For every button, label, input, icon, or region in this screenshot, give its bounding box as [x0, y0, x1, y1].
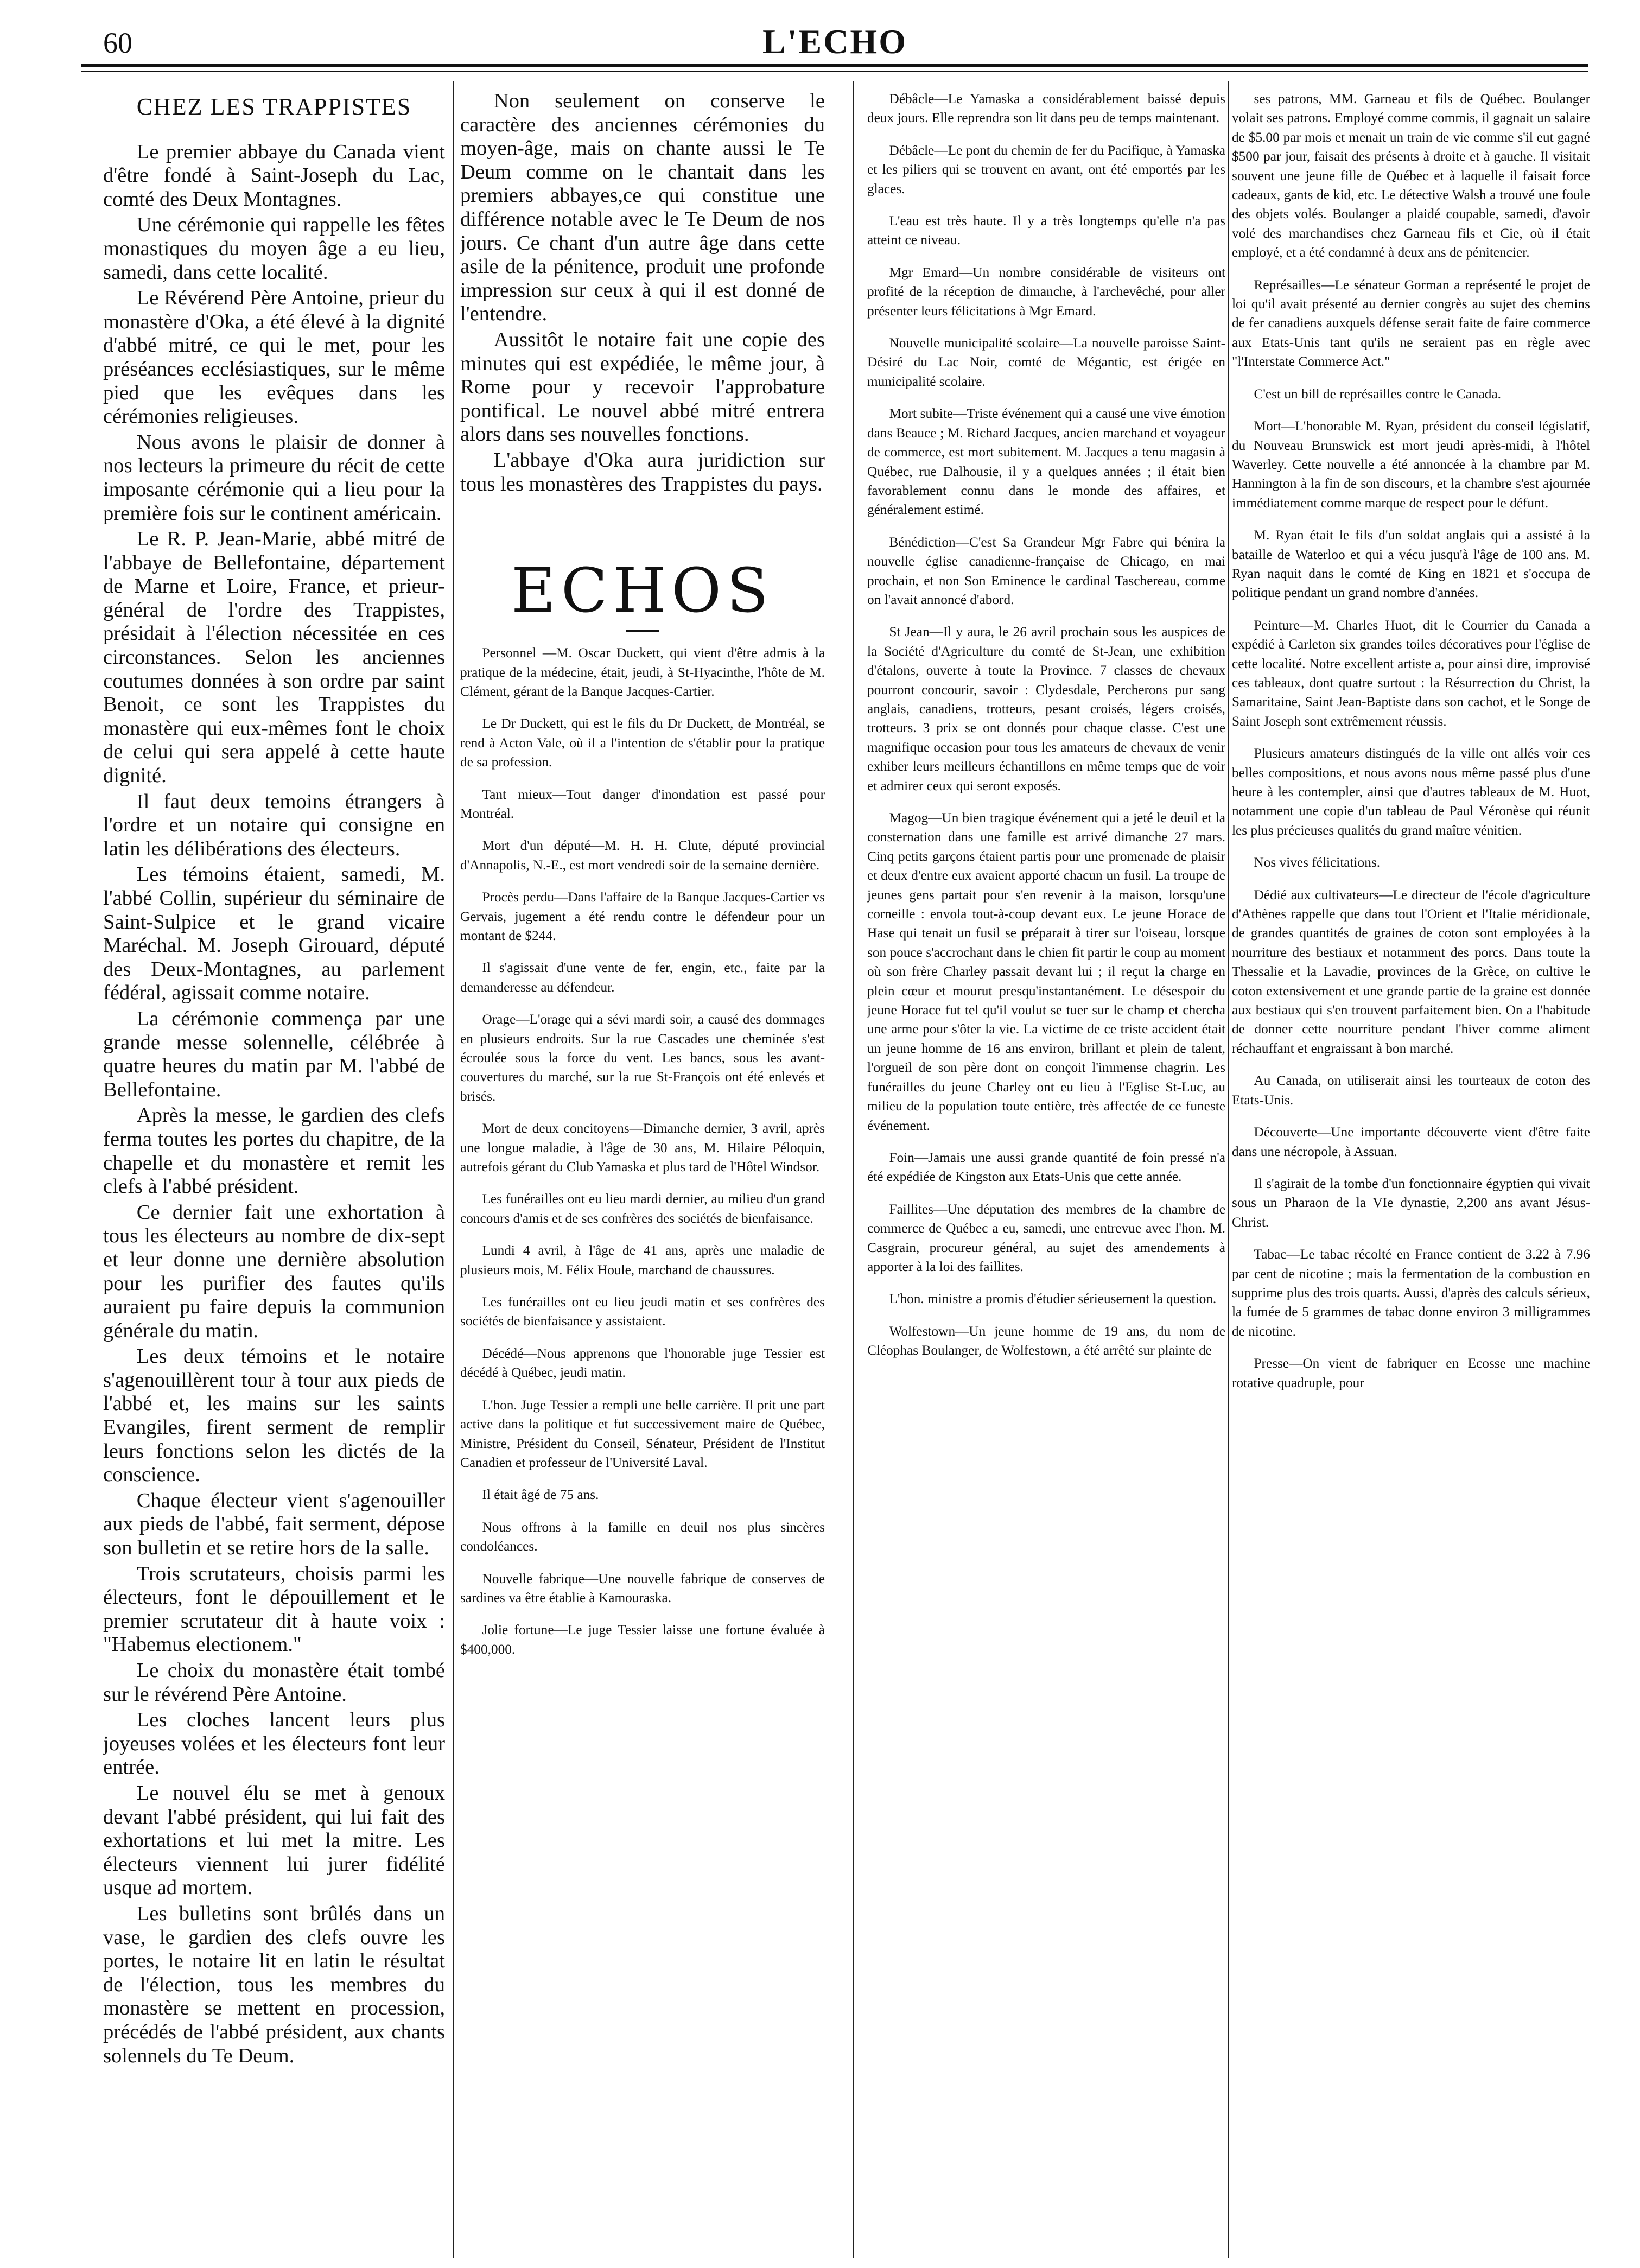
paragraph: Trois scrutateurs, choisis parmi les électeurs, font le dépouillement et le premier scrutateur dit à haute voix : "Habemus electionem.": [103, 1562, 445, 1656]
paragraph: Le premier abbaye du Canada vient d'être fondé à Saint-Joseph du Lac, comté des Deux Montagnes.: [103, 140, 445, 211]
news-item: Mort de deux concitoyens—Dimanche dernier, 3 avril, après une longue maladie, à l'âge de 30 ans, M. Hilaire Péloquin, autrefois gérant du Club Yamaska et plus tard de l'Hôtel Windsor.: [460, 1121, 825, 1175]
news-item: Presse—On vient de fabriquer en Ecosse une machine rotative quadruple, pour: [1232, 1356, 1590, 1390]
news-item: Tant mieux—Tout danger d'inondation est passé pour Montréal.: [460, 786, 825, 821]
news-item: Il s'agirait de la tombe d'un fonctionnaire égyptien qui vivait sous un Pharaon de la VIe dynastie, 2,200 ans avant Jésus-Christ.: [1232, 1176, 1590, 1230]
news-item: Peinture—M. Charles Huot, dit le Courrier du Canada a expédié à Carleton six grandes toiles décoratives pour l'église de cette localité. Notre excellent artiste a, pour ainsi dire, improvisé ces tableaux, dont quatre surtout : la Résurrection du Christ, la Samaritaine, Saint Jean-Baptiste dans son cachot, et le Songe de Saint Joseph sont extrêmement réussis.: [1232, 617, 1590, 729]
paragraph: La cérémonie commença par une grande messe solennelle, célébrée à quatre heures du matin par M. l'abbé de Bellefontaine.: [103, 1007, 445, 1101]
news-item: Mort subite—Triste événement qui a causé une vive émotion dans Beauce ; M. Richard Jacques, ancien marchand et voyageur de commerce, est mort subitement. M. Jacques a tenu magasin à Québec, rue Dalhousie, il y a quelques années ; il était bien favorablement connu dans le monde des affaires, et généralement estimé.: [867, 406, 1225, 518]
news-item: Bénédiction—C'est Sa Grandeur Mgr Fabre qui bénira la nouvelle église canadienne-française de Chicago, en mai prochain, et non Son Eminence le cardinal Taschereau, comme on l'avait annoncé d'abord.: [867, 534, 1225, 607]
news-item: Plusieurs amateurs distingués de la ville ont allés voir ces belles compositions, et nous avons nous même passé plus d'une heure à les contempler, ainsi que d'autres tableaux de M. Huot, notamment une copie d'un tableau de Paul Véronèse qui réunit les plus précieuses qualités du grand maître vénitien.: [1232, 746, 1590, 838]
echos-column-2: [460, 644, 825, 1659]
news-item: Il était âgé de 75 ans.: [482, 1487, 599, 1503]
paragraph: Le nouvel élu se met à genoux devant l'abbé président, qui lui fait des exhortations et lui met la mitre. Les électeurs viennent lui jurer fidélité usque ad mortem.: [103, 1781, 445, 1899]
header-rule-thin: [81, 71, 1588, 72]
paragraph: Non seulement on conserve le caractère des anciennes cérémonies du moyen-âge, mais on chante aussi le Te Deum comme on le chantait dans les premiers abbayes,ce qui constitue une différence notable avec le Te Deum de nos jours. Ce chant d'un autre âge dans cette asile de la pénitence, produit une profonde impression sur ceux à qui il est donné de l'entendre.: [460, 90, 825, 326]
news-item: Tabac—Le tabac récolté en France contient de 3.22 à 7.96 par cent de nicotine ; mais la fermentation de la combustion en supprime plus des trois quarts. Aussi, d'après des calculs sérieux, la fumée de 5 grammes de tabac donne environ 3 milligrammes de nicotine.: [1232, 1247, 1590, 1339]
newspaper-title: L'ECHO: [762, 22, 907, 61]
news-item: Débâcle—Le pont du chemin de fer du Pacifique, à Yamaska et les piliers qui se trouvent en avant, ont été emportés par les glaces.: [867, 142, 1225, 196]
news-item: Nouvelle municipalité scolaire—La nouvelle paroisse Saint-Désiré du Lac Noir, comté de Mégantic, est érigée en municipalité scolaire.: [867, 335, 1225, 389]
paragraph: Nous avons le plaisir de donner à nos lecteurs la primeure du récit de cette imposante cérémonie qui a lieu pour la première fois sur le continent américain.: [103, 430, 445, 525]
news-item: C'est un bill de représailles contre le Canada.: [1254, 386, 1501, 402]
column-2: [460, 90, 825, 2252]
news-item: Nous offrons à la famille en deuil nos plus sincères condoléances.: [460, 1519, 825, 1554]
news-item: L'hon. ministre a promis d'étudier sérieusement la question.: [889, 1291, 1217, 1307]
news-item: Procès perdu—Dans l'affaire de la Banque Jacques-Cartier vs Gervais, jugement a été rendu contre le défendeur pour un montant de $244.: [460, 890, 825, 943]
news-item: Wolfestown—Un jeune homme de 19 ans, du nom de Cléophas Boulanger, de Wolfestown, a été arrêté sur plainte de: [867, 1323, 1225, 1358]
column-3: [867, 90, 1225, 2252]
news-item: Nos vives félicitations.: [1254, 855, 1381, 871]
news-item: Orage—L'orage qui a sévi mardi soir, a causé des dommages en plusieurs endroits. Sur la rue Cascades une cheminée s'est écroulée sous la force du vent. Les bancs, sous les avant-couvertures du marché, sur la rue St-François ont été enlevés et brisés.: [460, 1012, 825, 1104]
news-item: Le Dr Duckett, qui est le fils du Dr Duckett, de Montréal, se rend à Acton Vale, où il a l'intention de s'établir pour la pratique de sa profession.: [460, 716, 825, 770]
paragraph: Après la messe, le gardien des clefs ferma toutes les portes du chapitre, de la chapelle et du monastère et remit les clefs à l'abbé président.: [103, 1104, 445, 1198]
news-item: Personnel —M. Oscar Duckett, qui vient d'être admis à la pratique de la médecine, était, jeudi, à St-Hyacinthe, l'hôte de M. Clément, gérant de la Banque Jacques-Cartier.: [460, 645, 825, 699]
paragraph: Le R. P. Jean-Marie, abbé mitré de l'abbaye de Bellefontaine, département de Marne et Loire, France, et prieur-général de l'ordre des Trappistes, présidait à l'élection nécessitée en ces circonstances. Selon les anciennes coutumes données à son ordre par saint Benoit, ce sont les Trappistes du monastère qui eux-mêmes font le choix de celui qui sera appelé à cette haute dignité.: [103, 528, 445, 787]
news-item: ses patrons, MM. Garneau et fils de Québec. Boulanger volait ses patrons. Employé comme commis, il gagnait un salaire de $5.00 par mois et menait un train de vie comme s'il eut gagné $500 par jour, faisait des présents à droite et à gauche. Il visitait souvent une jeune fille de Québec et à laquelle il faisait force cadeaux, gants de kid, etc. Le détective Walsh a trouvé une foule des objets volés. Boulanger a plaidé coupable, samedi, d'avoir volé des marchandises chez Garneau fils et Cie, où il était employé, et a été condamné à deux ans de pénitencier.: [1232, 91, 1590, 261]
news-item: Les funérailles ont eu lieu jeudi matin et ses confrères des sociétés de bienfaisance y assistaient.: [460, 1294, 825, 1329]
news-item: Débâcle—Le Yamaska a considérablement baissé depuis deux jours. Elle reprendra son lit dans peu de temps maintenant.: [867, 91, 1225, 126]
paragraph: Les bulletins sont brûlés dans un vase, le gardien des clefs ouvre les portes, le notaire lit en latin le résultat de l'élection, tous les membres du monastère se mettent en procession, précédés de l'abbé président, aux chants solennels du Te Deum.: [103, 1902, 445, 2067]
news-item: Dédié aux cultivateurs—Le directeur de l'école d'agriculture d'Athènes rappelle que dans tout l'Orient et l'Italie méridionale, de grandes quantités de graines de coton sont employées à la nourriture des bestiaux et notamment des porcs. Dans toute la Thessalie et la Lavadie, provinces de la Grèce, on cultive le coton extensivement et une grande partie de la graine est donnée aux bestiaux qui s'en trouvent parfaitement bien. On a l'habitude de donner cette nourriture pendant l'hiver comme aliment réchauffant et engraissant à bon marché.: [1232, 887, 1590, 1056]
header-rule: [81, 64, 1588, 67]
column-divider: [453, 81, 454, 2258]
news-item: Magog—Un bien tragique événement qui a jeté le deuil et la consternation dans une famille est arrivé dimanche 27 mars. Cinq petits garçons étaient partis pour une promenade de plaisir et deux d'entre eux avaient apporté chacun un fusil. La troupe de jeunes gens partait pour s'en revenir à la maison, lorsqu'une corneille : envola tout-à-coup devant eux. Le jeune Horace de Hase qui tenait un fusil se préparait à tirer sur l'oiseau, lorsque son pouce s'accrochant dans le chien fit partir le coup au moment où son frère Charley passait devant lui ; il reçut la charge en plein cœur et mourut presqu'instantanément. Le désespoir du jeune Horace fut tel qu'il voulut se tuer sur le champ et chercha une arme pour s'ôter la vie. La victime de ce triste accident était un jeune homme de 16 ans environ, brillant et plein de talent, l'orgueil de son père dont on conçoit l'immense chagrin. Les funérailles du jeune Charley ont eu lieu à l'Eglise St-Luc, au milieu de la population toute entière, très affectée de ce funeste événement.: [867, 810, 1225, 1133]
news-item: Mgr Emard—Un nombre considérable de visiteurs ont profité de la réception de dimanche, à l'archevêché, pour aller présenter leurs félicitations à Mgr Emard.: [867, 264, 1225, 319]
news-item: Décédé—Nous apprenons que l'honorable juge Tessier est décédé à Québec, jeudi matin.: [460, 1345, 825, 1381]
column-divider: [853, 81, 854, 2258]
news-item: Jolie fortune—Le juge Tessier laisse une fortune évaluée à $400,000.: [460, 1622, 825, 1657]
news-item: Faillites—Une députation des membres de la chambre de commerce de Québec a eu, samedi, une entrevue avec l'hon. M. Casgrain, procureur général, au sujet des amendements à apporter à la loi des faillites.: [867, 1201, 1225, 1274]
paragraph: Aussitôt le notaire fait une copie des minutes qui est expédiée, le même jour, à Rome pour y recevoir l'approbature pontifical. Le nouvel abbé mitré entrera alors dans ses nouvelles fonctions.: [460, 328, 825, 446]
news-item: Mort d'un député—M. H. H. Clute, député provincial d'Annapolis, N.-E., est mort vendredi soir de la semaine dernière.: [460, 838, 825, 873]
paragraph: Les cloches lancent leurs plus joyeuses volées et les électeurs font leur entrée.: [103, 1708, 445, 1779]
news-item: L'eau est très haute. Il y a très longtemps qu'elle n'a pas atteint ce niveau.: [867, 213, 1225, 248]
news-item: St Jean—Il y aura, le 26 avril prochain sous les auspices de la Société d'Agriculture du comté de St-Jean, une exhibition d'étalons, ouverte à toute la Province. 7 classes de chevaux pourront concourir, savoir : Clydesdale, Percherons pur sang anglais, canadiens, trotteurs, pesant croisés, légers croisés, trotteurs. 3 prix se ont donnés pour chaque classe. C'est une magnifique occasion pour tous les amateurs de chevaux de venir exhiber leurs meilleurs échantillons en même temps que de voir et admirer ceux qui seront exposés.: [867, 624, 1225, 793]
news-item: Découverte—Une importante découverte vient d'être faite dans une nécropole, à Assuan.: [1232, 1125, 1590, 1159]
paragraph: Il faut deux temoins étrangers à l'ordre et un notaire qui consigne en latin les délibérations des électeurs.: [103, 790, 445, 860]
news-item: Mort—L'honorable M. Ryan, président du conseil législatif, du Nouveau Brunswick est mort jeudi après-midi, à l'hôtel Waverley. Cette nouvelle a été annoncée à la chambre par M. Hannington à la fin de son discours, et la chambre s'est ajournée immédiatement comme marque de respect pour le défunt.: [1232, 418, 1590, 511]
paragraph: Chaque électeur vient s'agenouiller aux pieds de l'abbé, fait serment, dépose son bulletin et se retire hors de la salle.: [103, 1489, 445, 1560]
echos-heading: ECHOS: [511, 556, 774, 627]
news-item: Au Canada, on utiliserait ainsi les tourteaux de coton des Etats-Unis.: [1232, 1073, 1590, 1108]
echos-rule: [626, 630, 659, 632]
column-1: [103, 90, 445, 2252]
paragraph: L'abbaye d'Oka aura juridiction sur tous les monastères des Trappistes du pays.: [460, 448, 825, 495]
page-header: [81, 16, 1588, 71]
paragraph: Les témoins étaient, samedi, M. l'abbé Collin, supérieur du séminaire de Saint-Sulpice et le grand vicaire Maréchal. M. Joseph Girouard, député des Deux-Montagnes, au parlement fédéral, agissait comme notaire.: [103, 863, 445, 1005]
paragraph: Le choix du monastère était tombé sur le révérend Père Antoine.: [103, 1659, 445, 1706]
paragraph: Les deux témoins et le notaire s'agenouillèrent tour à tour aux pieds de l'abbé et, les mains sur les saints Evangiles, firent serment de remplir leurs fonctions selon les dictés de la conscience.: [103, 1345, 445, 1486]
news-item: Il s'agissait d'une vente de fer, engin, etc., faite par la demanderesse au défendeur.: [460, 960, 825, 995]
paragraph: Ce dernier fait une exhortation à tous les électeurs au nombre de dix-sept et leur donne une dernière absolution pour les purifier des fautes qu'ils auraient pu faire depuis la communion générale du matin.: [103, 1200, 445, 1342]
news-item: Foin—Jamais une aussi grande quantité de foin pressé n'a été expédiée de Kingston aux Etats-Unis que cette année.: [867, 1149, 1225, 1185]
paragraph: Une cérémonie qui rappelle les fêtes monastiques du moyen âge a eu lieu, samedi, dans cette localité.: [103, 213, 445, 284]
column-4: [1232, 90, 1590, 2252]
news-item: M. Ryan était le fils d'un soldat anglais qui a assisté à la bataille de Waterloo et qui a vécu jusqu'à l'âge de 100 ans. M. Ryan naquit dans le comté de King en 1821 et s'occupa de politique pendant un grand nombre d'années.: [1232, 528, 1590, 601]
paragraph: Le Révérend Père Antoine, prieur du monastère d'Oka, a été élevé à la dignité d'abbé mitré, ce qui le met, pour les préséances ecclésiastiques, sur le même pied que les evêques dans les cérémonies religieuses.: [103, 287, 445, 428]
news-item: Représailles—Le sénateur Gorman a représenté le projet de loi qu'il avait présenté au dernier congrès au sujet des chemins de fer canadiens auxquels défense serait faite de faire commerce aux Etats-Unis tant qu'ils ne seraient pas en règle avec "l'Interstate Commerce Act.": [1232, 277, 1590, 370]
page-number: 60: [103, 27, 132, 59]
news-item: L'hon. Juge Tessier a rempli une belle carrière. Il prit une part active dans la politique et fut successivement maire de Québec, Ministre, Président du Conseil, Sénateur, Président de l'Institut Canadien et professeur de l'Université Laval.: [460, 1397, 825, 1470]
column-divider: [1228, 81, 1229, 2258]
news-item: Lundi 4 avril, à l'âge de 41 ans, après une maladie de plusieurs mois, M. Félix Houle, marchand de chaussures.: [460, 1243, 825, 1278]
trappistes-heading: CHEZ LES TRAPPISTES: [136, 93, 412, 120]
news-item: Les funérailles ont eu lieu mardi dernier, au milieu d'un grand concours d'amis et de ses confrères des sociétés de bienfaisance.: [460, 1191, 825, 1226]
news-item: Nouvelle fabrique—Une nouvelle fabrique de conserves de sardines va être établie à Kamouraska.: [460, 1571, 825, 1605]
